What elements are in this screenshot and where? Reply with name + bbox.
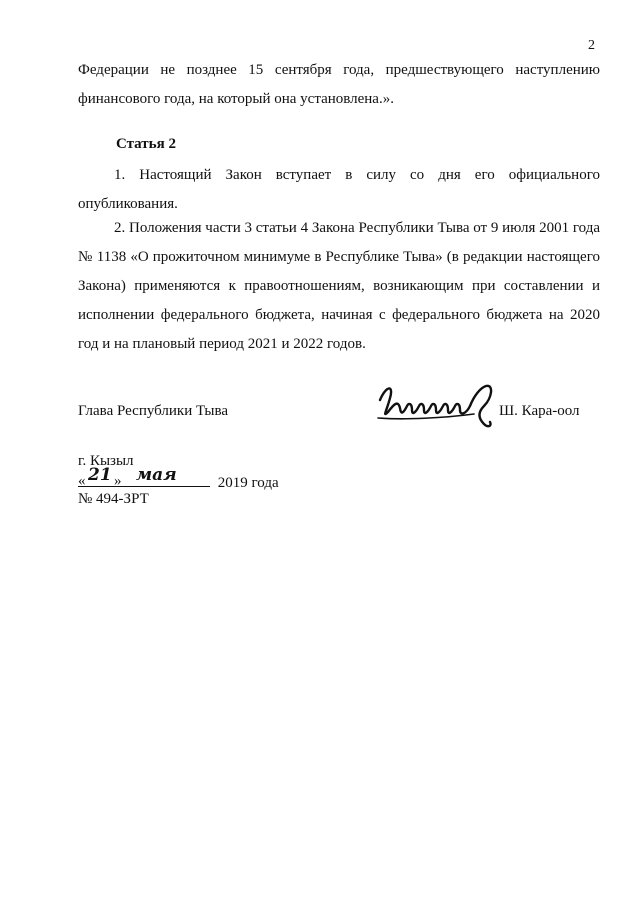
date-year: 2019 года [217, 475, 279, 491]
article-part-2: 2. Положения части 3 статьи 4 Закона Республики Тыва от 9 июля 2001 года № 1138 «О прожиточном минимуме в Республике Тыва» (в редакции настоящего Закона) применяются к правоотношениям, возникающим при составлении и исполнении федерального бюджета, начиная с федерального бюджета на 2020 год и на плановый период 2021 и 2022 годов. [78, 220, 600, 352]
intro-line-1: Федерации не позднее 15 сентября года, предшествующего наступлению [78, 62, 600, 78]
signatory-position: Глава Республики Тыва [78, 403, 229, 419]
signing-date [78, 465, 279, 492]
signatory-name: Ш. Кара-оол [499, 403, 580, 419]
date-blank [78, 465, 210, 489]
date-close-quote: » [114, 473, 122, 489]
place-of-signing: г. Кызыл [78, 453, 134, 469]
date-open-quote: « [78, 473, 86, 489]
article-title: Статья 2 [116, 136, 176, 152]
law-number: № 494-ЗРТ [78, 491, 149, 507]
date-month: мая [136, 465, 177, 485]
intro-line-2: финансового года, на который она установлена.». [78, 91, 394, 107]
article-part-1: 1. Настоящий Закон вступает в силу со дня его официального опубликования. [78, 167, 600, 212]
date-day: 21 [88, 465, 112, 485]
page-number: 2 [588, 38, 595, 53]
handwritten-signature [374, 378, 498, 436]
